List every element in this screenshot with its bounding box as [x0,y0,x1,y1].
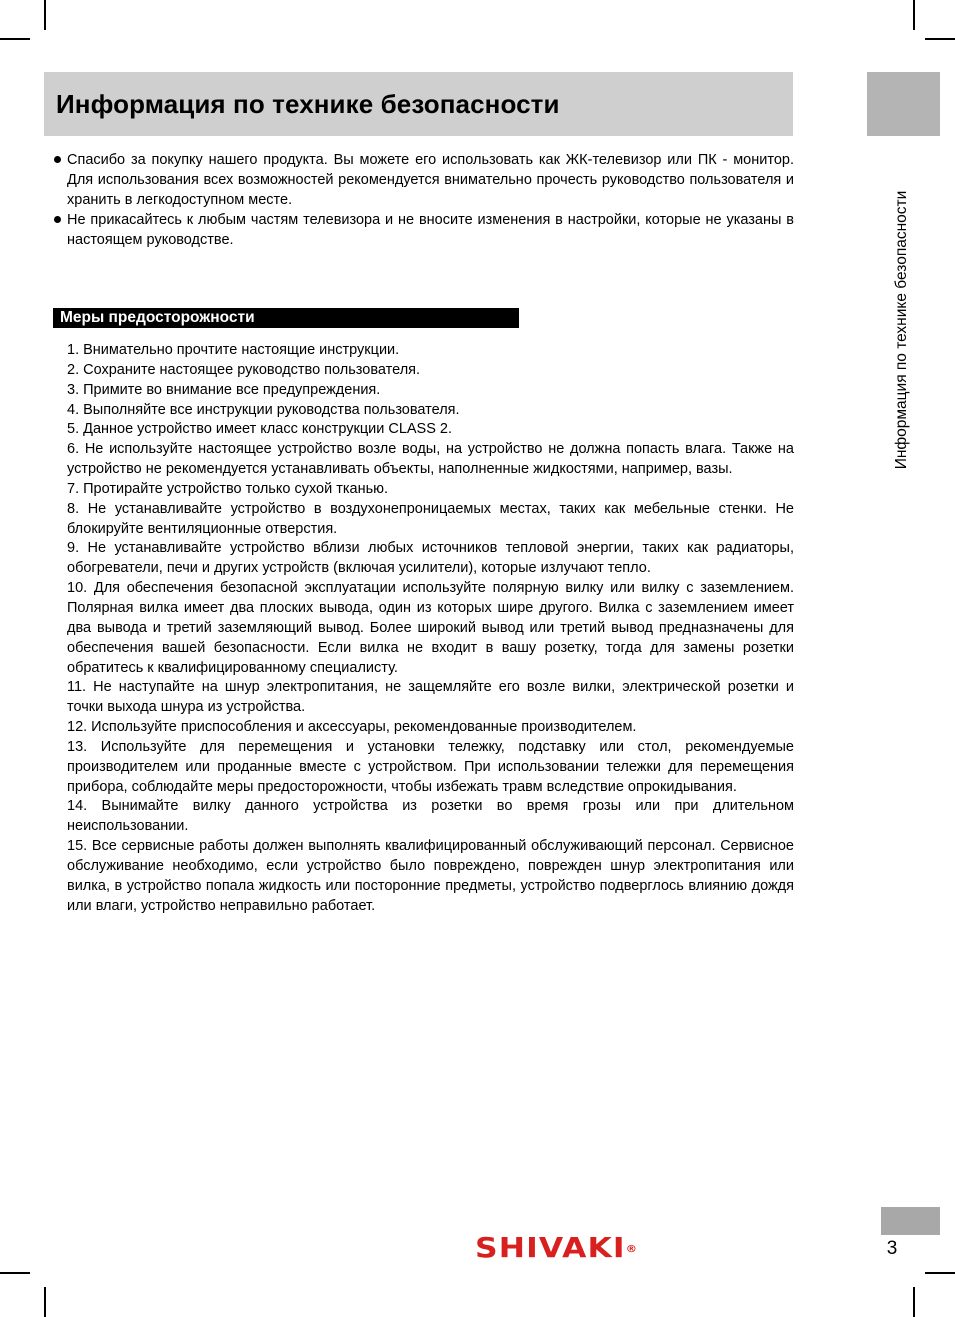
crop-mark [0,38,30,40]
crop-mark [44,0,46,30]
crop-mark [0,1272,30,1274]
rule-item: 12. Используйте приспособления и аксессуары, рекомендованные производителем. [67,719,637,736]
title-bar [44,72,793,136]
page-number-box [881,1207,940,1235]
crop-mark [44,1287,46,1317]
rule-item: 9. Не устанавливайте устройство вблизи любых источников тепловой энергии, таких как радиаторы, обогреватели, печи и других устройств (включая усилители), которые излучают тепло. [67,540,794,577]
crop-mark [925,1272,955,1274]
intro-list [54,150,794,250]
crop-mark [913,0,915,30]
page-title: Информация по технике безопасности [56,89,560,119]
rule-item: 2. Сохраните настоящее руководство пользователя. [67,361,421,378]
page-number: 3 [886,1238,898,1259]
rule-item: 14. Вынимайте вилку данного устройства из розетки во время грозы или при длительном неиспользовании. [67,798,794,835]
rule-item: 4. Выполняйте все инструкции руководства пользователя. [67,401,460,418]
rules-list [67,341,794,916]
rule-item: 11. Не наступайте на шнур электропитания, не защемляйте его возле вилки, электрической розетки и точки выхода шнура из устройства. [67,679,794,716]
section-heading: Меры предосторожности [53,308,519,328]
rule-item: 3. Примите во внимание все предупреждения. [67,381,381,398]
rule-item: 15. Все сервисные работы должен выполнять квалифицированный обслуживающий персонал. Сервисное обслуживание необходимо, если устройство было повреждено, поврежден шнур электропитания или вилка, в устройство попала жидкость или посторонние предметы, устройство подверглось влиянию дождя или влаги, устройство неправильно работает. [67,838,794,914]
rule-item: 8. Не устанавливайте устройство в воздухонепроницаемых местах, таких как мебельные стенки. Не блокируйте вентиляционные отверстия. [67,500,794,537]
side-label: Информация по технике безопасности [893,190,910,470]
crop-mark [913,1287,915,1317]
rule-item: 10. Для обеспечения безопасной эксплуатации используйте полярную вилку или вилку с заземлением. Полярная вилка имеет два плоских вывода, один из которых шире другого. Вилка с заземлением имеет два вывода и третий заземляющий вывод. Более широкий вывод или третий вывод предназначены для обеспечения вашей безопасности. Если вилка не входит в вашу розетку, тогда для замены розетки обратитесь к квалифицированному специалисту. [67,580,794,676]
rule-item: 1. Внимательно прочтите настоящие инструкции. [67,342,400,358]
rule-item: 5. Данное устройство имеет класс конструкции CLASS 2. [67,421,453,438]
brand-name: SHIVAKI [475,1231,626,1264]
bullet-icon [54,216,61,223]
registered-mark: ® [625,1244,637,1255]
intro-item: Спасибо за покупку нашего продукта. Вы можете его использовать как ЖК-телевизор или ПК - монитор. Для использования всех возможностей рекомендуется внимательно прочесть руководство пользователя и хранить в легкодоступном месте. [67,150,794,210]
brand-logo [475,1232,637,1264]
bullet-icon [54,156,61,163]
crop-mark [925,38,955,40]
intro-item: Не прикасайтесь к любым частям телевизора и не вносите изменения в настройки, которые не указаны в настоящем руководстве. [67,210,794,250]
rule-item: 13. Используйте для перемещения и установки тележку, подставку или стол, рекомендуемые производителем или проданные вместе с устройством. При использовании тележки для перемещения прибора, соблюдайте меры предосторожности, чтобы избежать травм вследствие опрокидывания. [67,738,794,795]
rule-item: 7. Протирайте устройство только сухой тканью. [67,480,389,497]
side-tab [867,72,940,136]
rule-item: 6. Не используйте настоящее устройство возле воды, на устройство не должна попасть влага. Также на устройство не рекомендуется устанавливать объекты, наполненные жидкостями, например, вазы. [67,441,794,478]
